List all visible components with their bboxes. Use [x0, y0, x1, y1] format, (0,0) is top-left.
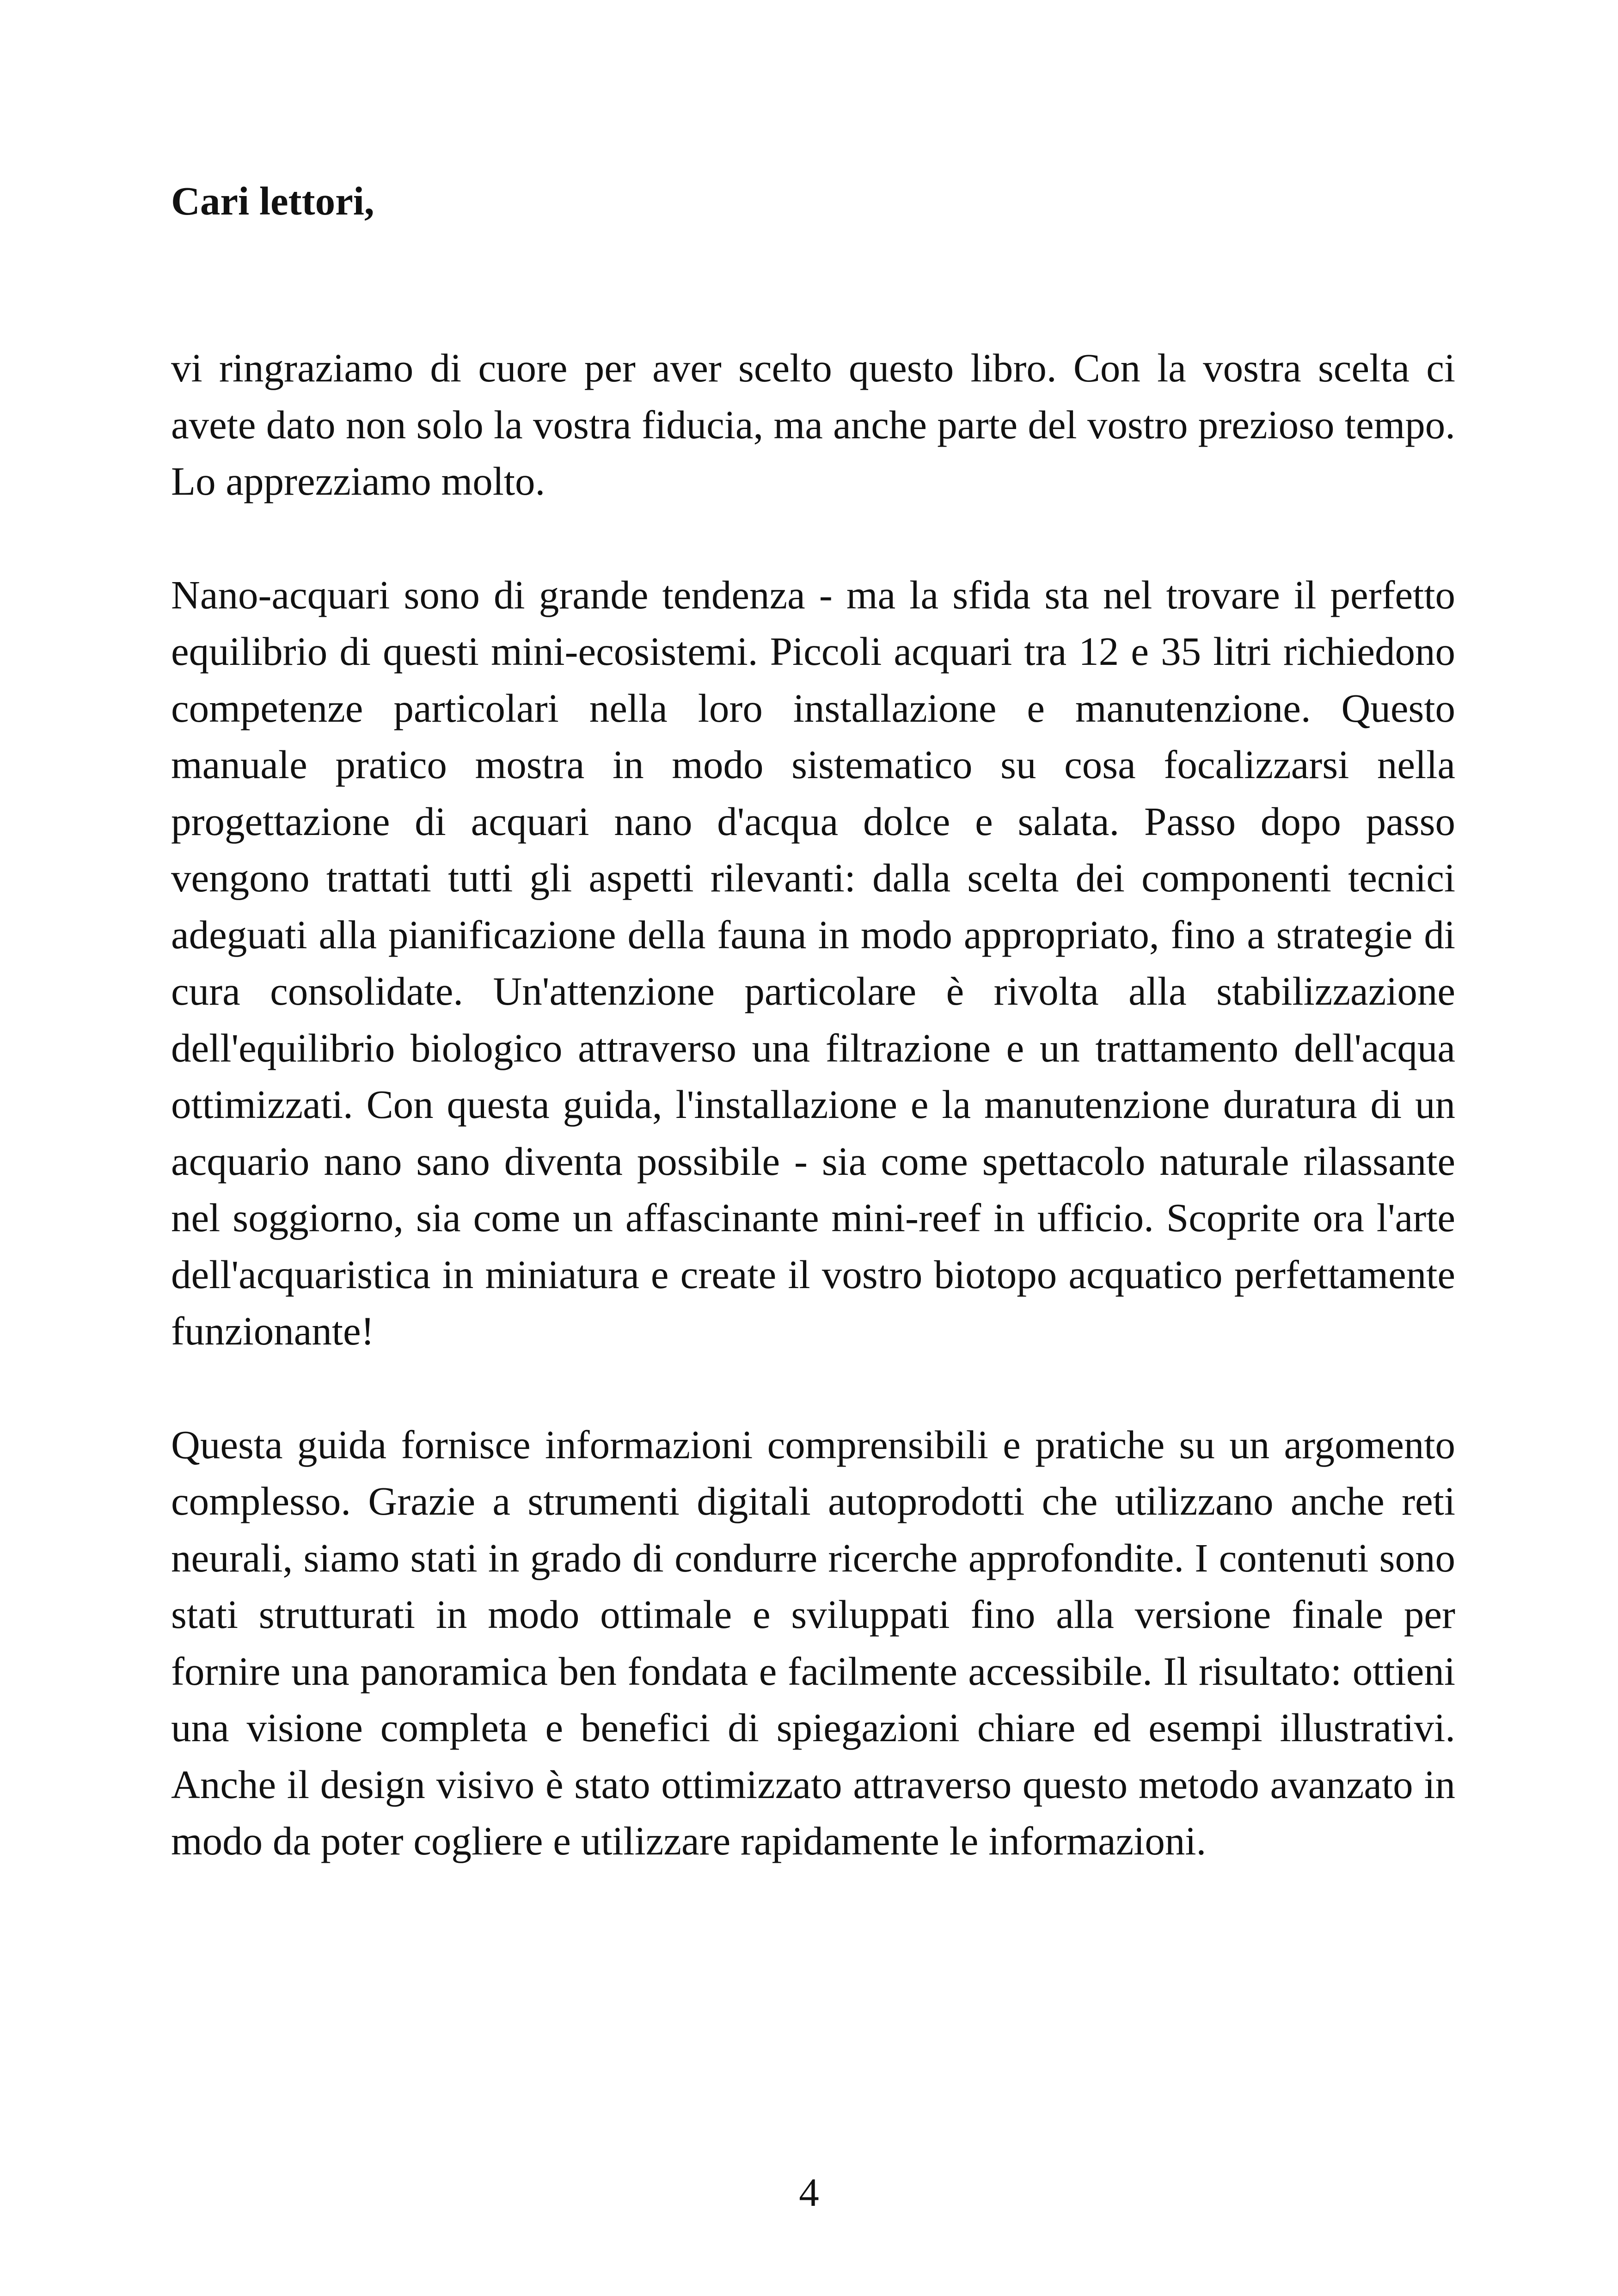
- paragraph-book-description: Nano-acquari sono di grande tendenza - ma la sfida sta nel trovare il perfetto equilibrio di questi mini-ecosistemi. Piccoli acquari tra 12 e 35 litri richiedono competenze particolari nella loro installazione e manutenzione. Questo manuale pratico mostra in modo sistematico su cosa focalizzarsi nella progettazione di acquari nano d'acqua dolce e salata. Passo dopo passo vengono trattati tutti gli aspetti rilevanti: dalla scelta dei componenti tecnici adeguati alla pianificazione della fauna in modo appropriato, fino a strategie di cura consolidate. Un'attenzione particolare è rivolta alla stabilizzazione dell'equilibrio biologico attraverso una filtrazione e un trattamento dell'acqua ottimizzati. Con questa guida, l'installazione e la manutenzione duratura di un acquario nano sano diventa possibile - sia come spettacolo naturale rilassante nel soggiorno, sia come un affascinante mini-reef in ufficio. Scoprite ora l'arte dell'acquaristica in miniatura e create il vostro biotopo acquatico perfettamente funzionante!: [171, 572, 1455, 1353]
- paragraph-guide-method: Questa guida fornisce informazioni comprensibili e pratiche su un argomento complesso. Grazie a strumenti digitali autoprodotti che utilizzano anche reti neurali, siamo stati in grado di condurre ricerche approfondite. I contenuti sono stati strutturati in modo ottimale e sviluppati fino alla versione finale per fornire una panoramica ben fondata e facilmente accessibile. Il risultato: ottieni una visione completa e benefici di spiegazioni chiare ed esempi illustrativi. Anche il design visivo è stato ottimizzato attraverso questo metodo avanzato in modo da poter cogliere e utilizzare rapidamente le informazioni.: [171, 1422, 1455, 1863]
- paragraph-thanks: vi ringraziamo di cuore per aver scelto questo libro. Con la vostra scelta ci avete dato non solo la vostra fiducia, ma anche parte del vostro prezioso tempo. Lo apprezziamo molto.: [171, 345, 1455, 503]
- salutation-heading: Cari lettori,: [171, 178, 374, 223]
- page-number: 4: [799, 2170, 819, 2215]
- body-text: [171, 340, 1455, 1927]
